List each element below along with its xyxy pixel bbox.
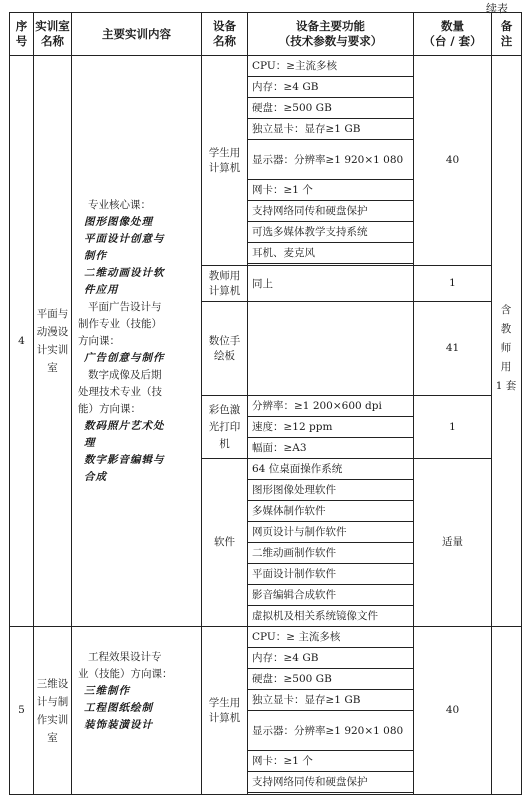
continued-label: 续表 [486,2,508,15]
spec-cell: 耳机、麦克风 [248,243,414,264]
spec-cell: 虚拟机及相关系统镜像文件 [248,606,414,627]
qty-cell: 41 [414,302,492,396]
content-line: 制作专业（技能） [78,317,162,330]
device-student-pc: 学生用 计算机 [202,56,248,266]
seq-cell: 4 [10,56,34,627]
content-line: 二维动画设计软 [84,266,165,279]
spec-cell-empty [248,302,414,396]
content-line: 平面广告设计与 [88,300,162,313]
content-line: 方向课： [78,334,120,347]
content-line: 业（技能）方向课： [78,668,173,680]
qty-cell: 1 [414,266,492,302]
device-student-pc: 学生用 计算机 [202,627,248,795]
device-tablet: 数位手 绘板 [202,302,248,396]
spec-cell: 硬盘：≥500 GB [248,669,414,690]
content-line: 合成 [84,470,107,483]
spec-cell: 支持网络同传和硬盘保护 [248,201,414,222]
header-qty: 数量 （台 / 套） [414,13,492,56]
header-content: 主要实训内容 [72,13,202,56]
spec-cell: 多媒体制作软件 [248,501,414,522]
qty-cell: 40 [414,56,492,266]
spec-cell: 内存：≥4 GB [248,648,414,669]
content-line: 数码照片艺术处 [84,419,165,432]
spec-cell: 同上 [248,266,414,302]
spec-cell: 独立显卡：显存≥1 GB [248,119,414,140]
content-line: 装饰装潢设计 [84,719,153,731]
content-cell [72,56,202,627]
spec-cell: 平面设计制作软件 [248,564,414,585]
spec-cell: 分辨率：≥1 200×600 dpi [248,396,414,417]
content-line: 广告创意与制作 [84,351,165,364]
content-line: 工程效果设计专 [88,651,162,663]
qty-cell: 40 [414,627,492,795]
content-line: 能）方向课： [78,402,141,415]
spec-cell: 64 位桌面操作系统 [248,459,414,480]
room-cell: 三维设 计与制 作实训 室 [34,627,72,795]
content-line: 件应用 [84,283,119,296]
equipment-table [9,12,522,795]
header-function: 设备主要功能 （技术参数与要求） [248,13,414,56]
device-teacher-pc: 教师用 计算机 [202,266,248,302]
spec-cell: 内存：≥4 GB [248,77,414,98]
spec-cell: 网卡：≥1 个 [248,180,414,201]
spec-cell: 影音编辑合成软件 [248,585,414,606]
content-line: 处理技术专业（技 [78,385,162,398]
spec-cell: 显示器：分辨率≥1 920×1 080 [248,711,414,751]
note-cell [492,627,522,795]
content-line: 工程图纸绘制 [84,702,153,714]
content-line: 三维制作 [84,685,130,697]
content-line: 数字影音编辑与 [84,453,165,466]
content-line: 平面设计创意与 [84,232,165,245]
room-cell: 平面与 动漫设 计实训 室 [34,56,72,627]
spec-cell: CPU：≥ 主流多核 [248,627,414,648]
spec-cell: 网卡：≥1 个 [248,751,414,772]
spec-cell: 支持网络同传和硬盘保护 [248,772,414,793]
header-device: 设备 名称 [202,13,248,56]
spec-cell: CPU：≥主流多核 [248,56,414,77]
spec-cell: 独立显卡：显存≥1 GB [248,690,414,711]
spec-cell: 二维动画制作软件 [248,543,414,564]
spec-cell: 硬盘：≥500 GB [248,98,414,119]
seq-cell: 5 [10,627,34,795]
tablet-note: 含 教 师 用 1 套 [495,304,517,392]
spec-cell: 显示器：分辨率≥1 920×1 080 [248,140,414,180]
spec-cell: 幅面：≥A3 [248,438,414,459]
spec-cell: 图形图像处理软件 [248,480,414,501]
header-row [10,13,522,56]
content-line: 制作 [84,249,107,262]
device-printer: 彩色激 光打印 机 [202,396,248,459]
header-note: 备 注 [492,13,522,56]
content-line: 图形图像处理 [84,215,153,228]
qty-cell: 1 [414,396,492,459]
device-software: 软件 [202,459,248,627]
content-cell [72,627,202,795]
content-line: 数字成像及后期 [88,368,162,381]
content-line: 理 [84,436,96,449]
spec-cell: 速度：≥12 ppm [248,417,414,438]
content-line: 专业核心课： [88,198,151,211]
spec-cell: 可选多媒体教学支持系统 [248,222,414,243]
qty-cell: 适量 [414,459,492,627]
spec-cell: 网页设计与制作软件 [248,522,414,543]
header-room: 实训室 名称 [34,13,72,56]
header-seq: 序 号 [10,13,34,56]
